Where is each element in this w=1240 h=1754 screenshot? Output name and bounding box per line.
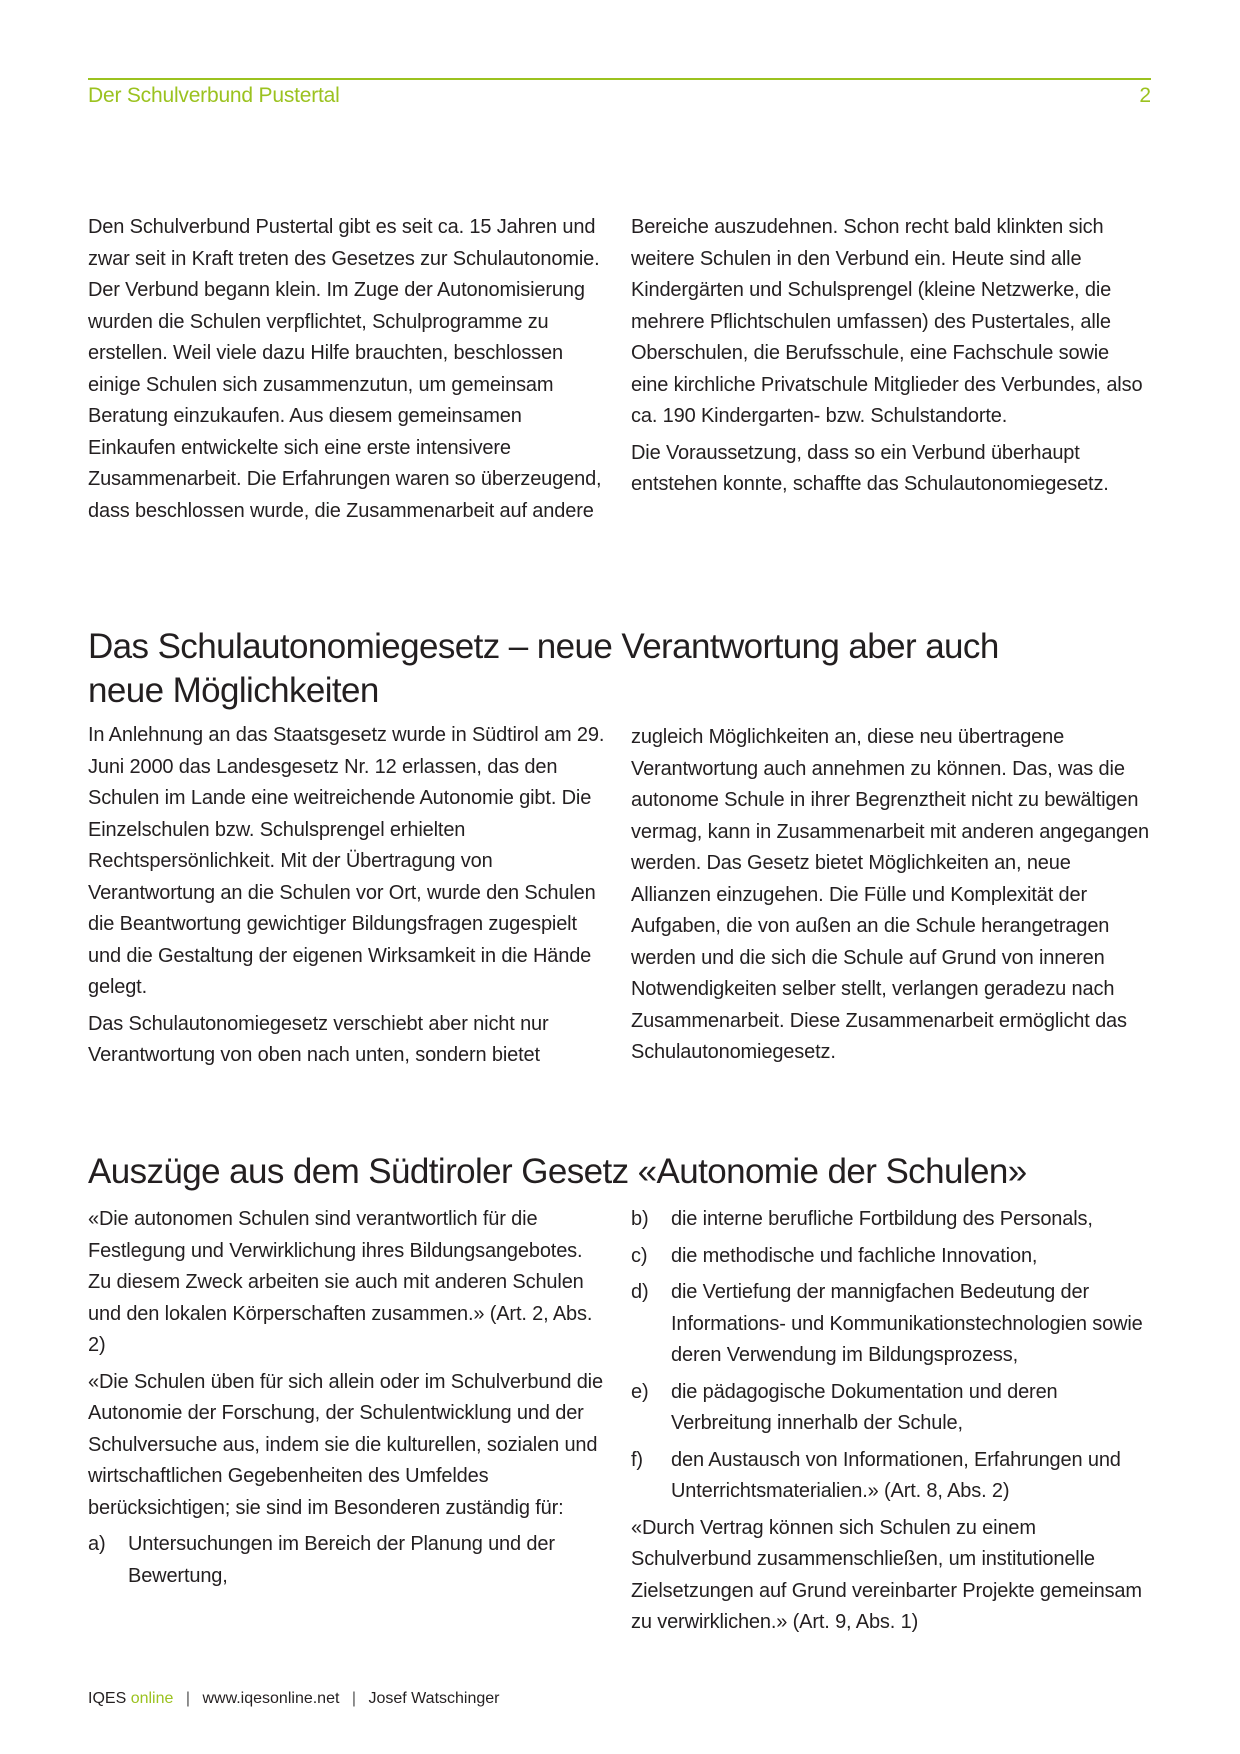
heading-line: Das Schulautonomiegesetz – neue Verantwortung aber auch xyxy=(88,627,999,666)
quote-paragraph: «Die autonomen Schulen sind verantwortlich für die Festlegung und Verwirklichung ihres Bildungsangebotes. Zu diesem Zweck arbeiten sie auch mit anderen Schulen und den lokalen Körperschaften zusammen.» (Art. 2, Abs. 2) xyxy=(88,1208,593,1356)
section3-left-column xyxy=(88,1204,608,1597)
section2-left-column xyxy=(88,720,608,1077)
running-header-title: Der Schulverbund Pustertal xyxy=(88,84,340,107)
list-marker: a) xyxy=(88,1533,106,1555)
list-marker: b) xyxy=(631,1208,649,1230)
section1-right-column xyxy=(631,212,1151,506)
header-rule xyxy=(88,78,1151,80)
paragraph: Die Voraussetzung, dass so ein Verbund überhaupt entstehen konnte, schaffte das Schulautonomiegesetz. xyxy=(631,441,1109,495)
list-marker: c) xyxy=(631,1244,648,1267)
section2-right-column xyxy=(631,722,1151,1074)
paragraph: zugleich Möglichkeiten an, diese neu übertragene Verantwortung auch annehmen zu können. Das, was die autonome Schule in ihrer Begrenztheit nicht zu bewältigen vermag, kann in Zusammenarbeit mit anderen angegangen werden. Das Gesetz bietet Möglichkeiten an, neue Allianzen einzugehen. Die Fülle und Komplexität der Aufgaben, die von außen an die Schule herangetragen werden und die sich die Schule auf Grund von inneren Notwendigkeiten selber stellt, verlangen geradezu nach Zusammenarbeit. Diese Zusammenarbeit ermöglicht das Schulautonomiegesetz. xyxy=(631,726,1149,1063)
page-number: 2 xyxy=(1139,84,1151,107)
footer-brand: IQES xyxy=(88,1690,127,1707)
list-item xyxy=(88,1529,608,1592)
list-marker: e) xyxy=(631,1380,649,1403)
list-item xyxy=(631,1277,1151,1372)
paragraph: Das Schulautonomiegesetz verschiebt aber nicht nur Verantwortung von oben nach unten, sondern bietet xyxy=(88,1012,549,1066)
footer-url[interactable]: www.iqesonline.net xyxy=(202,1690,340,1707)
footer-brand-accent: online xyxy=(130,1690,174,1707)
list-text: Untersuchungen im Bereich der Planung und der Bewertung, xyxy=(128,1533,555,1587)
list-text: die pädagogische Dokumentation und deren Verbreitung innerhalb der Schule, xyxy=(671,1380,1058,1434)
quote-paragraph: «Durch Vertrag können sich Schulen zu einem Schulverbund zusammenschließen, um institutionelle Zielsetzungen auf Grund vereinbarter Projekte gemeinsam zu verwirklichen.» (Art. 9, Abs. 1) xyxy=(631,1516,1142,1633)
list-text: die Vertiefung der mannigfachen Bedeutung der Informations- und Kommunikationstechnologien sowie deren Verwendung im Bildungsprozess, xyxy=(671,1281,1143,1366)
list-item xyxy=(631,1377,1151,1440)
list-marker: d) xyxy=(631,1281,649,1303)
paragraph: In Anlehnung an das Staatsgesetz wurde in Südtirol am 29. Juni 2000 das Landesgesetz Nr. 12 erlassen, das den Schulen im Lande eine weitreichende Autonomie gibt. Die Einzelschulen bzw. Schulsprengel erhielten Rechtspersönlichkeit. Mit der Übertragung von Verantwortung an die Schulen vor Ort, wurde den Schulen die Beantwortung gewichtiger Bildungsfragen zugespielt und die Gestaltung der eigenen Wirksamkeit in die Hände gelegt. xyxy=(88,724,605,998)
list-text: die interne berufliche Fortbildung des Personals, xyxy=(671,1208,1093,1230)
list-text: die methodische und fachliche Innovation, xyxy=(671,1244,1038,1267)
list-item xyxy=(631,1204,1151,1236)
footer-separator: | xyxy=(185,1690,190,1707)
list-item xyxy=(631,1445,1151,1508)
section3-heading: Auszüge aus dem Südtiroler Gesetz «Autonomie der Schulen» xyxy=(88,1152,1027,1191)
paragraph: Bereiche auszudehnen. Schon recht bald klinkten sich weitere Schulen in den Verbund ein. Heute sind alle Kindergärten und Schulsprengel (kleine Netzwerke, die mehrere Pflichtschulen umfassen) des Pustertales, alle Oberschulen, die Berufsschule, eine Fachschule sowie eine kirchliche Privatschule Mitglieder des Verbundes, also ca. 190 Kindergarten- bzw. Schulstandorte. xyxy=(631,216,1143,427)
section2-heading xyxy=(88,625,999,713)
list-item xyxy=(631,1241,1151,1273)
list-marker: f) xyxy=(631,1448,643,1471)
footer-separator: | xyxy=(351,1690,357,1707)
paragraph: Den Schulverbund Pustertal gibt es seit ca. 15 Jahren und zwar seit in Kraft treten des Gesetzes zur Schulautonomie. Der Verbund begann klein. Im Zuge der Autonomisierung wurden die Schulen verpflichtet, Schulprogramme zu erstellen. Weil viele dazu Hilfe brauchten, beschlossen einige Schulen sich zusammenzutun, um gemeinsam Beratung einzukaufen. Aus diesem gemeinsamen Einkaufen entwickelte sich eine erste intensivere Zusammenarbeit. Die Erfahrungen waren so überzeugend, dass beschlossen wurde, die Zusammenarbeit auf andere xyxy=(88,216,602,522)
quote-paragraph: «Die Schulen üben für sich allein oder im Schulverbund die Autonomie der Forschung, der Schulentwicklung und der Schulversuche aus, indem sie die kulturellen, sozialen und wirtschaftlichen Gegebenheiten des Umfeldes berücksichtigen; sie sind im Besonderen zuständig für: xyxy=(88,1370,603,1519)
footer-author: Josef Watschinger xyxy=(368,1690,500,1707)
heading-line: neue Möglichkeiten xyxy=(88,671,379,710)
list-text: den Austausch von Informationen, Erfahrungen und Unterrichtsmaterialien.» (Art. 8, Abs. 2) xyxy=(671,1448,1121,1502)
footer xyxy=(88,1690,500,1708)
section3-right-column xyxy=(631,1204,1151,1644)
section1-left-column xyxy=(88,212,608,532)
